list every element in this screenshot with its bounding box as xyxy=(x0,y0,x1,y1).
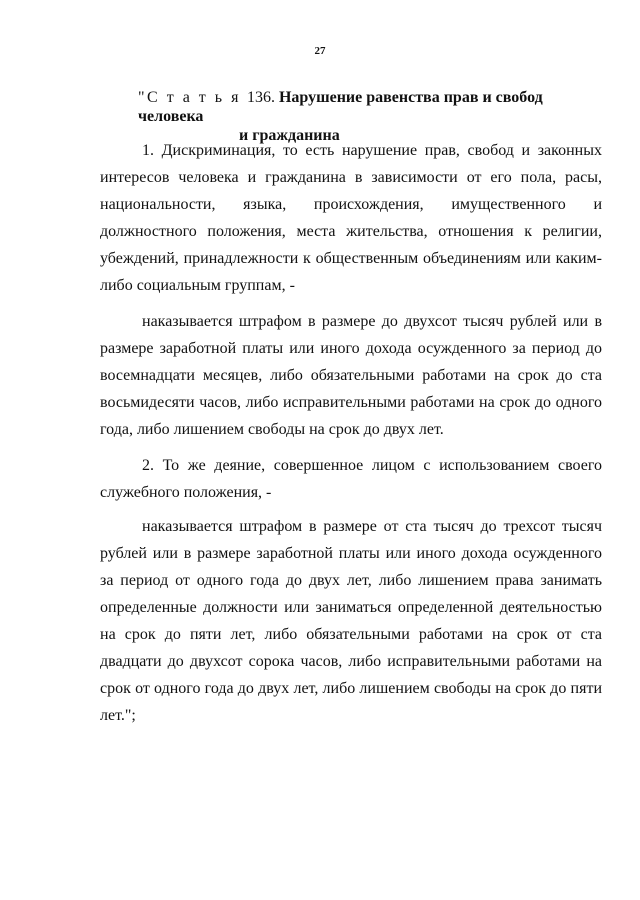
paragraph-penalty-1: наказывается штрафом в размере до двухсот тысяч рублей или в размере заработной платы или иного дохода осужденного за период до восемнадцати месяцев, либо обязательными работами на срок до ста восьмидесяти часов, либо исправительными работами на срок до одного года, либо лишением свободы на срок до двух лет. xyxy=(100,313,602,438)
paragraph-part-1: 1. Дискриминация, то есть нарушение прав, свобод и законных интересов человека и гражданина в зависимости от его пола, расы, национальности, языка, происхождения, имущественного и должностного положения, места жительства, отношения к религии, убеждений, принадлежности к общественным объединениям или каким-либо социальным группам, - xyxy=(100,142,602,294)
paragraph-penalty-2: наказывается штрафом в размере от ста тысяч до трехсот тысяч рублей или в размере заработной платы или иного дохода осужденного за период от одного года до двух лет, либо лишением права занимать определенные должности или заниматься определенной деятельностью на срок до пяти лет, либо обязательными работами на срок от ста двадцати до двухсот сорока часов, либо исправительными работами на срок от одного года до двух лет, либо лишением свободы на срок до пяти лет."; xyxy=(100,518,602,724)
article-body xyxy=(100,137,602,729)
article-prefix: "С т а т ь я xyxy=(138,89,241,106)
article-number: 136. xyxy=(246,89,275,106)
paragraph-part-2: 2. То же деяние, совершенное лицом с использованием своего служебного положения, - xyxy=(100,457,602,501)
article-title-line2: и гражданина xyxy=(239,127,340,144)
page-number: 27 xyxy=(314,45,326,57)
article-title-line1: Нарушение равенства прав и свобод человека xyxy=(138,89,543,125)
